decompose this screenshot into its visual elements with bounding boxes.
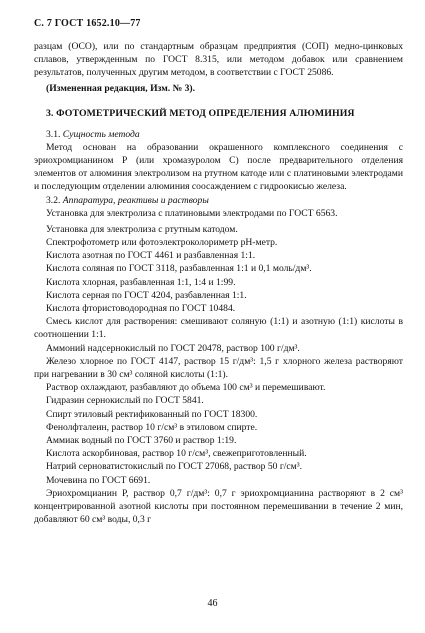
list-item: Натрий серноватистокислый по ГОСТ 27068, раствор 50 г/см³.	[46, 461, 303, 473]
list-item: Кислота хлорная, разбавленная 1:1, 1:4 и 1:99.	[46, 276, 236, 288]
list-item: Мочевина по ГОСТ 6691.	[46, 474, 151, 486]
edition-note: (Измененная редакция, Изм. № 3).	[46, 82, 196, 94]
list-item: Аммиак водный по ГОСТ 3760 и раствор 1:19.	[46, 435, 237, 447]
subsection-number: 3.2.	[46, 194, 61, 206]
list-item: Аммоний надсернокислый по ГОСТ 20478, раствор 100 г/дм³.	[46, 342, 300, 354]
list-item: Спирт этиловый ректификованный по ГОСТ 18300.	[46, 408, 258, 420]
intro-paragraph: разцам (ОСО), или по стандартным образцам предприятия (СОП) медно-цинковых сплавов, утвержденным по ГОСТ 8.315, или методом добавок или сравнением результатов, полученных другим методом, в соответствии с ГОСТ 25086.	[34, 41, 403, 79]
list-item: Раствор охлаждают, разбавляют до объема 100 см³ и перемешивают.	[46, 382, 326, 394]
page-number: 46	[207, 598, 218, 609]
subsection-number: 3.1.	[46, 128, 61, 140]
list-item: Гидразин сернокислый по ГОСТ 5841.	[46, 395, 204, 407]
list-item: Спектрофотометр или фотоэлектроколориметр рН-метр.	[46, 237, 278, 249]
list-item: Установка для электролиза с ртутным катодом.	[46, 223, 238, 235]
list-item: Железо хлорное по ГОСТ 4147, раствор 15 г/дм³: 1,5 г хлорного железа растворяют при нагревании в 30 см³ соляной кислоты (1:1).	[34, 355, 403, 381]
list-item: Кислота аскорбиновая, раствор 10 г/см³, свежеприготовленный.	[46, 448, 307, 460]
list-item: Кислота соляная по ГОСТ 3118, разбавленная 1:1 и 0,1 моль/дм³.	[46, 263, 312, 275]
subsection-3-2	[46, 194, 403, 207]
subsection-title: Сущность метода	[62, 128, 140, 140]
method-paragraph: Метод основан на образовании окрашенного комплексного соединения с эриохромцианином Р (или хромазуролом С) после предварительного отделения элементов от алюминия электролизом на ртутном катоде или с платиновыми электродами и последующим отделении алюминия соосаждением с гидроокисью железа.	[34, 141, 403, 193]
list-item: Фенолфталеин, раствор 10 г/см³ в этиловом спирте.	[46, 421, 258, 433]
list-item: Установка для электролиза с платиновыми электродами по ГОСТ 6563.	[46, 207, 338, 219]
list-item: Эриохромцианин Р, раствор 0,7 г/дм³: 0,7 г эриохромцианина растворяют в 2 см³ концентрированной азотной кислоты при постоянном перемешивании в течение 2 мин, добавляют 60 см³ воды, 0,3 г	[34, 487, 403, 526]
list-item: Кислота фтористоводородная по ГОСТ 10484.	[46, 303, 236, 315]
list-item: Кислота азотная по ГОСТ 4461 и разбавленная 1:1.	[46, 250, 256, 262]
subsection-3-1	[46, 128, 403, 141]
page-header: С. 7 ГОСТ 1652.10—77	[34, 18, 141, 29]
subsection-title: Аппаратура, реактивы и растворы	[62, 194, 209, 206]
list-item: Кислота серная по ГОСТ 4204, разбавленная 1:1.	[46, 289, 247, 301]
section-title: 3. ФОТОМЕТРИЧЕСКИЙ МЕТОД ОПРЕДЕЛЕНИЯ АЛЮМИНИЯ	[46, 107, 355, 119]
list-item: Смесь кислот для растворения: смешивают соляную (1:1) и азотную (1:1) кислоты в соотношении 1:1.	[34, 316, 403, 341]
